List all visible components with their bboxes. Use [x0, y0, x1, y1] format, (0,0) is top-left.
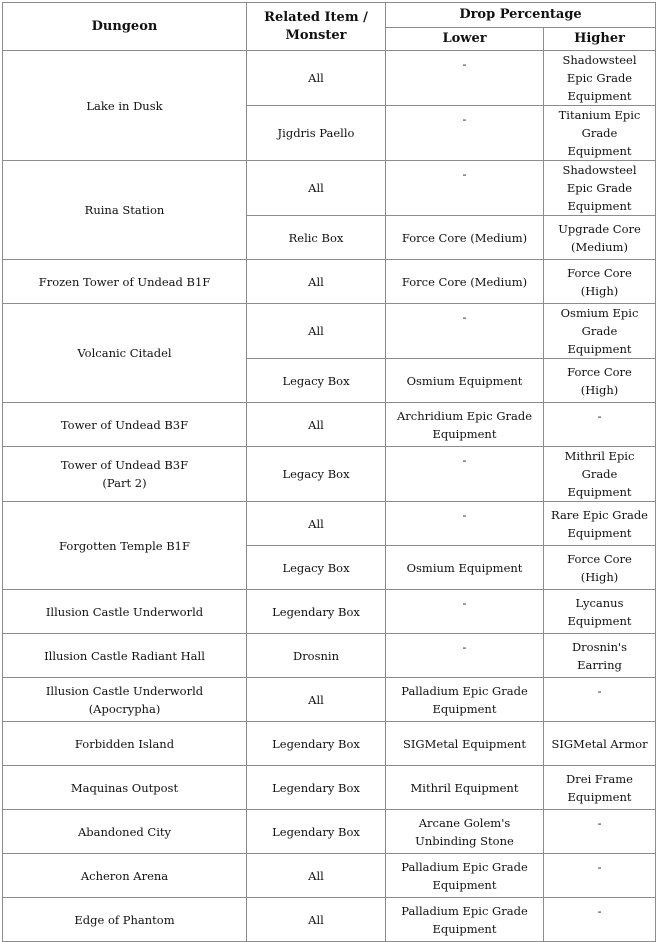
higher-cell: - [544, 810, 656, 854]
dungeon-cell: Edge of Phantom [3, 898, 247, 942]
related-cell: All [247, 678, 386, 722]
related-cell: Legendary Box [247, 766, 386, 810]
dungeon-cell: Illusion Castle Underworld (Apocrypha) [3, 678, 247, 722]
dungeon-cell: Ruina Station [3, 161, 247, 260]
higher-cell: - [544, 898, 656, 942]
lower-cell: - [386, 590, 544, 634]
dungeon-cell: Illusion Castle Underworld [3, 590, 247, 634]
drop-percentage-header: Drop Percentage [386, 3, 656, 28]
table-row [3, 502, 656, 546]
dungeon-cell: Tower of Undead B3F [3, 403, 247, 447]
dungeon-cell: Volcanic Citadel [3, 304, 247, 403]
higher-cell: Upgrade Core (Medium) [544, 216, 656, 260]
lower-cell: Force Core (Medium) [386, 260, 544, 304]
lower-cell: Force Core (Medium) [386, 216, 544, 260]
table-row [3, 51, 656, 106]
dungeon-cell: Acheron Arena [3, 854, 247, 898]
higher-cell: Mithril Epic Grade Equipment [544, 447, 656, 502]
table-row [3, 260, 656, 304]
lower-cell: Arcane Golem's Unbinding Stone [386, 810, 544, 854]
table-row [3, 304, 656, 359]
related-cell: All [247, 260, 386, 304]
lower-cell: Archridium Epic Grade Equipment [386, 403, 544, 447]
table-row [3, 722, 656, 766]
lower-cell: Palladium Epic Grade Equipment [386, 898, 544, 942]
related-cell: Legacy Box [247, 546, 386, 590]
related-cell: Legendary Box [247, 810, 386, 854]
table-row [3, 590, 656, 634]
drop-table [2, 2, 656, 942]
higher-header: Higher [544, 28, 656, 51]
lower-cell: - [386, 502, 544, 546]
table-row [3, 898, 656, 942]
related-cell: All [247, 161, 386, 216]
higher-cell: Osmium Epic Grade Equipment [544, 304, 656, 359]
related-cell: All [247, 304, 386, 359]
higher-cell: Force Core (High) [544, 359, 656, 403]
lower-cell: - [386, 634, 544, 678]
lower-cell: Palladium Epic Grade Equipment [386, 678, 544, 722]
related-cell: Legacy Box [247, 359, 386, 403]
dungeon-cell: Maquinas Outpost [3, 766, 247, 810]
higher-cell: - [544, 403, 656, 447]
higher-cell: Lycanus Equipment [544, 590, 656, 634]
higher-cell: Shadowsteel Epic Grade Equipment [544, 161, 656, 216]
dungeon-header: Dungeon [3, 3, 247, 51]
table-row [3, 766, 656, 810]
related-cell: All [247, 51, 386, 106]
lower-cell: - [386, 51, 544, 106]
lower-cell: Osmium Equipment [386, 546, 544, 590]
related-cell: Legacy Box [247, 447, 386, 502]
higher-cell: - [544, 678, 656, 722]
table-row [3, 854, 656, 898]
higher-cell: - [544, 854, 656, 898]
related-cell: Relic Box [247, 216, 386, 260]
lower-cell: Palladium Epic Grade Equipment [386, 854, 544, 898]
table-row [3, 810, 656, 854]
lower-cell: - [386, 161, 544, 216]
higher-cell: Force Core (High) [544, 260, 656, 304]
related-cell: All [247, 403, 386, 447]
table-row [3, 161, 656, 216]
related-header: Related Item / Monster [247, 3, 386, 51]
dungeon-cell: Abandoned City [3, 810, 247, 854]
lower-cell: SIGMetal Equipment [386, 722, 544, 766]
higher-cell: SIGMetal Armor [544, 722, 656, 766]
lower-cell: Mithril Equipment [386, 766, 544, 810]
lower-cell: - [386, 447, 544, 502]
lower-cell: - [386, 106, 544, 161]
higher-cell: Force Core (High) [544, 546, 656, 590]
higher-cell: Titanium Epic Grade Equipment [544, 106, 656, 161]
higher-cell: Shadowsteel Epic Grade Equipment [544, 51, 656, 106]
higher-cell: Drosnin's Earring [544, 634, 656, 678]
dungeon-cell: Forgotten Temple B1F [3, 502, 247, 590]
table-row [3, 447, 656, 502]
related-cell: Legendary Box [247, 590, 386, 634]
related-cell: Legendary Box [247, 722, 386, 766]
lower-cell: Osmium Equipment [386, 359, 544, 403]
dungeon-cell: Illusion Castle Radiant Hall [3, 634, 247, 678]
table-row [3, 403, 656, 447]
dungeon-cell: Lake in Dusk [3, 51, 247, 161]
higher-cell: Rare Epic Grade Equipment [544, 502, 656, 546]
table-row [3, 678, 656, 722]
related-cell: Drosnin [247, 634, 386, 678]
dungeon-cell: Tower of Undead B3F (Part 2) [3, 447, 247, 502]
table-row [3, 634, 656, 678]
related-cell: Jigdris Paello [247, 106, 386, 161]
higher-cell: Drei Frame Equipment [544, 766, 656, 810]
lower-cell: - [386, 304, 544, 359]
related-cell: All [247, 898, 386, 942]
dungeon-cell: Frozen Tower of Undead B1F [3, 260, 247, 304]
dungeon-cell: Forbidden Island [3, 722, 247, 766]
lower-header: Lower [386, 28, 544, 51]
related-cell: All [247, 854, 386, 898]
related-cell: All [247, 502, 386, 546]
